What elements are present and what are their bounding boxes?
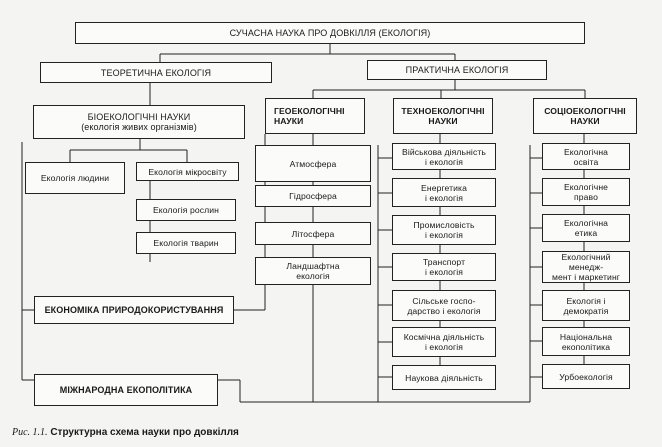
root-node: СУЧАСНА НАУКА ПРО ДОВКІЛЛЯ (ЕКОЛОГІЯ) — [75, 22, 585, 44]
caption-title: Структурна схема науки про довкілля — [50, 427, 239, 438]
geo-item-line: Ландшафтна — [286, 261, 340, 271]
geo-item — [255, 145, 371, 182]
techno-item — [392, 327, 496, 357]
techno-item-line: Сільське госпо- — [412, 295, 476, 306]
socio-item — [542, 251, 630, 283]
geo-sciences-node: ГЕОЕКОЛОГІЧНІ НАУКИ — [265, 98, 365, 134]
socio-item-line: Урбоекологія — [559, 371, 613, 382]
socio-item-line: Екологічна — [563, 146, 609, 157]
techno-item-line: Транспорт — [422, 257, 466, 267]
animal-ecology-node: Екологія тварин — [136, 232, 236, 254]
socio-item — [542, 364, 630, 389]
techno-item-line: Космічна діяльність — [403, 332, 485, 342]
techno-item-line: і екологія — [424, 342, 464, 352]
techno-item-line: і екологія — [424, 267, 464, 277]
techno-sciences-node: ТЕХНОЕКОЛОГІЧНІ НАУКИ — [393, 98, 493, 134]
techno-item — [392, 143, 496, 170]
socio-item-line: екополітика — [561, 341, 611, 352]
bio-title: БІОЕКОЛОГІЧНІ НАУКИ — [87, 112, 191, 122]
connector-practical-groups — [313, 80, 585, 98]
socio-item — [542, 290, 630, 321]
socio-item-line: Національна — [559, 331, 613, 342]
socio-item-line: етика — [574, 228, 598, 238]
socio-sciences-node: СОЦІОЕКОЛОГІЧНІ НАУКИ — [533, 98, 637, 134]
socio-item-line: демократія — [563, 305, 609, 316]
techno-item-line: і екологія — [424, 192, 464, 203]
international-ecopolicy-node: МІЖНАРОДНА ЕКОПОЛІТИКА — [34, 374, 218, 406]
socio-item — [542, 214, 630, 242]
practical-ecology-node: ПРАКТИЧНА ЕКОЛОГІЯ — [367, 60, 547, 80]
socio-item-line: Екологічне — [563, 182, 609, 192]
socio-item-line: Екологічна — [563, 218, 609, 228]
geo-item-line: Літосфера — [291, 228, 335, 239]
connector-bio-items — [70, 139, 187, 162]
socio-item-line: право — [574, 192, 598, 202]
nature-economics-node: ЕКОНОМІКА ПРИРОДОКОРИСТУВАННЯ — [34, 296, 234, 324]
socio-item — [542, 327, 630, 356]
techno-item — [392, 253, 496, 281]
geo-item — [255, 257, 371, 285]
techno-item-line: дарство і екологія — [407, 305, 481, 316]
socio-item-line: Екологія і — [566, 295, 606, 306]
socio-item — [542, 178, 630, 206]
geo-item-line: екологія — [296, 271, 330, 281]
caption-prefix: Рис. 1.1. — [12, 427, 48, 438]
techno-item-line: Наукова діяльність — [405, 372, 483, 383]
bio-sciences-node — [33, 105, 245, 139]
techno-item — [392, 290, 496, 321]
theoretical-ecology-node: ТЕОРЕТИЧНА ЕКОЛОГІЯ — [40, 62, 272, 83]
socio-item — [542, 143, 630, 170]
figure-caption — [12, 427, 239, 438]
techno-item-line: Енергетика — [421, 182, 467, 193]
techno-item-line: і екологія — [424, 156, 464, 167]
socio-item-line: Екологічний менедж- — [561, 252, 611, 272]
techno-item-line: Промисловість — [413, 220, 475, 230]
techno-item — [392, 215, 496, 245]
micro-ecology-node: Екологія мікросвіту — [136, 162, 239, 181]
geo-item-line: Атмосфера — [289, 158, 337, 169]
geo-item — [255, 222, 371, 245]
socio-item-line: мент і маркетинг — [551, 272, 621, 282]
techno-item — [392, 365, 496, 390]
bio-subtitle: (екологія живих організмів) — [81, 122, 197, 132]
techno-item-line: Військова діяльність — [402, 146, 486, 157]
plant-ecology-node: Екологія рослин — [136, 199, 236, 221]
geo-item-line: Гідросфера — [289, 191, 337, 201]
techno-item — [392, 178, 496, 207]
techno-item-line: і екологія — [424, 230, 464, 240]
socio-item-line: освіта — [573, 156, 599, 167]
geo-item — [255, 185, 371, 207]
human-ecology-node: Екологія людини — [25, 162, 125, 194]
